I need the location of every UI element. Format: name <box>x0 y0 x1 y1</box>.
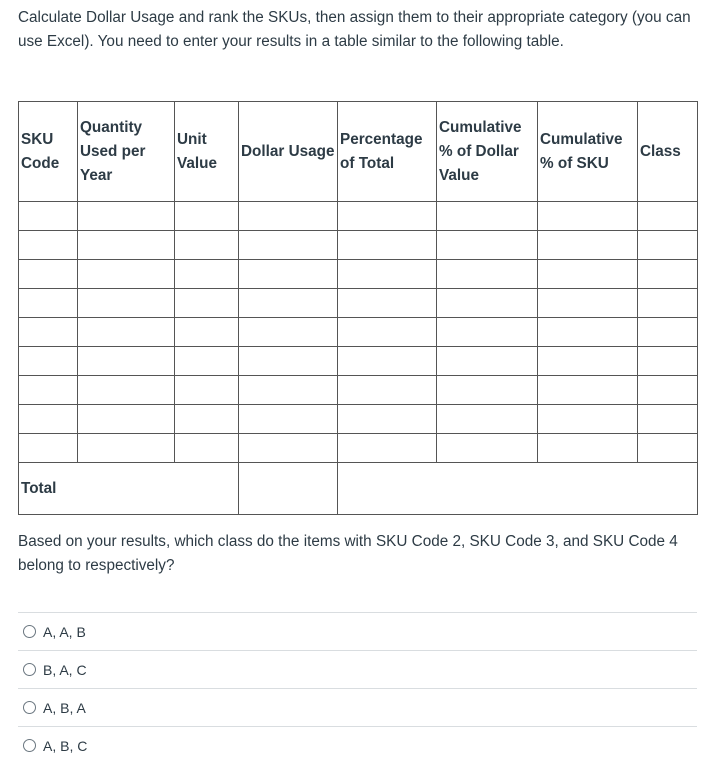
table-cell <box>239 260 338 289</box>
table-cell <box>19 318 78 347</box>
table-cell <box>78 260 175 289</box>
table-cell <box>239 318 338 347</box>
table-cell <box>78 434 175 463</box>
table-cell <box>19 376 78 405</box>
answer-option-3[interactable] <box>18 688 697 726</box>
header-percentage-total: Percentage of Total <box>338 102 437 202</box>
table-cell <box>638 202 698 231</box>
answer-label: A, A, B <box>43 623 86 640</box>
table-cell <box>437 376 538 405</box>
table-cell <box>239 376 338 405</box>
header-dollar-usage: Dollar Usage <box>239 102 338 202</box>
table-row <box>19 376 698 405</box>
table-row <box>19 231 698 260</box>
answer-option-1[interactable] <box>18 612 697 650</box>
table-cell <box>239 434 338 463</box>
radio-circle-icon[interactable] <box>23 701 36 714</box>
table-cell <box>175 376 239 405</box>
table-cell <box>175 231 239 260</box>
table-cell <box>175 260 239 289</box>
table-cell <box>19 347 78 376</box>
table-cell <box>239 202 338 231</box>
table-cell <box>338 318 437 347</box>
table-cell <box>437 289 538 318</box>
table-cell <box>19 405 78 434</box>
table-cell <box>538 376 638 405</box>
table-cell <box>437 347 538 376</box>
header-cumulative-sku: Cumulative % of SKU <box>538 102 638 202</box>
abc-analysis-table <box>18 101 698 515</box>
table-cell <box>437 318 538 347</box>
table-row <box>19 202 698 231</box>
answer-options <box>18 612 697 764</box>
radio-circle-icon[interactable] <box>23 625 36 638</box>
table-cell <box>338 405 437 434</box>
table-cell <box>239 289 338 318</box>
table-cell <box>538 202 638 231</box>
table-cell <box>19 231 78 260</box>
table-cell <box>538 347 638 376</box>
header-unit-value: Unit Value <box>175 102 239 202</box>
table-row <box>19 260 698 289</box>
table-row <box>19 434 698 463</box>
answer-option-2[interactable] <box>18 650 697 688</box>
table-total-row <box>19 463 698 515</box>
table-cell <box>538 405 638 434</box>
table-cell <box>638 347 698 376</box>
table-row <box>19 318 698 347</box>
table-cell <box>437 405 538 434</box>
table-cell <box>175 347 239 376</box>
table-cell <box>538 260 638 289</box>
table-cell <box>239 347 338 376</box>
table-cell <box>638 405 698 434</box>
table-cell <box>538 289 638 318</box>
radio-circle-icon[interactable] <box>23 739 36 752</box>
table-cell <box>239 231 338 260</box>
table-cell <box>19 434 78 463</box>
table-cell <box>638 260 698 289</box>
table-cell <box>437 202 538 231</box>
table-cell <box>338 376 437 405</box>
header-cumulative-dollar: Cumulative % of Dollar Value <box>437 102 538 202</box>
table-cell <box>338 260 437 289</box>
table-cell <box>239 405 338 434</box>
total-remaining-cell <box>338 463 698 515</box>
table-cell <box>538 434 638 463</box>
table-row <box>19 405 698 434</box>
table-cell <box>538 231 638 260</box>
table-cell <box>638 376 698 405</box>
table-cell <box>338 434 437 463</box>
answer-label: A, B, C <box>43 737 88 754</box>
table-cell <box>19 289 78 318</box>
table-cell <box>78 318 175 347</box>
table-cell <box>175 405 239 434</box>
table-cell <box>638 289 698 318</box>
table-row <box>19 289 698 318</box>
table-cell <box>338 231 437 260</box>
table-cell <box>437 231 538 260</box>
table-header-row <box>19 102 698 202</box>
header-sku-code: SKU Code <box>19 102 78 202</box>
instructions-text: Calculate Dollar Usage and rank the SKUs, then assign them to their appropriate category (you can use Excel). You need to enter your results in a table similar to the following table. <box>18 9 691 50</box>
table-cell <box>175 318 239 347</box>
header-quantity-used: Quantity Used per Year <box>78 102 175 202</box>
radio-circle-icon[interactable] <box>23 663 36 676</box>
table-cell <box>78 405 175 434</box>
table-cell <box>175 289 239 318</box>
total-dollar-usage-cell <box>239 463 338 515</box>
table-cell <box>437 260 538 289</box>
question-text: Based on your results, which class do the items with SKU Code 2, SKU Code 3, and SKU Code 4 belong to respectively? <box>18 533 678 574</box>
table-cell <box>338 289 437 318</box>
table-cell <box>175 202 239 231</box>
answer-label: B, A, C <box>43 661 87 678</box>
table-cell <box>538 318 638 347</box>
table-cell <box>638 434 698 463</box>
table-cell <box>78 376 175 405</box>
table-cell <box>78 347 175 376</box>
answer-option-4[interactable] <box>18 726 697 764</box>
table-cell <box>78 289 175 318</box>
header-class: Class <box>638 102 698 202</box>
table-cell <box>78 202 175 231</box>
table-cell <box>19 202 78 231</box>
answer-label: A, B, A <box>43 699 86 716</box>
table-cell <box>78 231 175 260</box>
table-cell <box>638 318 698 347</box>
table-row <box>19 347 698 376</box>
table-cell <box>338 202 437 231</box>
table-cell <box>437 434 538 463</box>
total-label: Total <box>19 463 239 515</box>
table-cell <box>19 260 78 289</box>
table-cell <box>338 347 437 376</box>
table-cell <box>175 434 239 463</box>
table-cell <box>638 231 698 260</box>
